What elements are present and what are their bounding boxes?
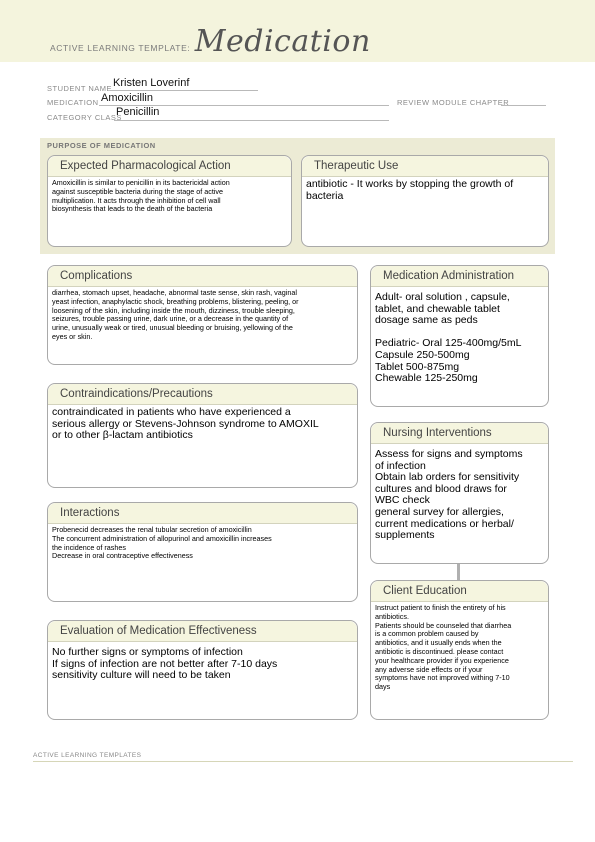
complications-box[interactable] — [47, 265, 358, 365]
footer-label: ACTIVE LEARNING TEMPLATES — [33, 752, 142, 759]
evaluation-text: No further signs or symptoms of infection If signs of infection are not better after 7-10 days sensitivity culture will need to be taken — [52, 646, 278, 682]
template-label: ACTIVE LEARNING TEMPLATE: — [50, 43, 191, 53]
nursing-text: Assess for signs and symptoms of infection Obtain lab orders for sensitivity cultures and blood draws for WBC check general survey for allergies, current medications or herbal/ supplements — [375, 448, 523, 542]
evaluation-heading: Evaluation of Medication Effectiveness — [48, 621, 357, 642]
evaluation-box[interactable] — [47, 620, 358, 720]
expected-action-heading: Expected Pharmacological Action — [48, 156, 291, 177]
student-name-value[interactable]: Kristen Loverinf — [113, 77, 190, 89]
medication-label: MEDICATION — [47, 98, 99, 107]
review-module-line — [501, 105, 546, 106]
client-education-text: Instruct patient to finish the entirety of his antibiotics. Patients should be counseled that diarrhea is a common problem caused by antibiotics, and it usually ends when the antibiotic is discontinued. please contact your healthcare provider if you experience any adverse side effects or if your symptoms have not improved withing 7-10 days — [375, 603, 512, 692]
footer-line — [33, 761, 573, 762]
category-class-line — [114, 120, 389, 121]
complications-heading: Complications — [48, 266, 357, 287]
interactions-box[interactable] — [47, 502, 358, 602]
category-class-label: CATEGORY CLASS — [47, 113, 122, 122]
contraindications-box[interactable] — [47, 383, 358, 488]
category-class-value[interactable]: Penicillin — [116, 106, 160, 118]
therapeutic-use-heading: Therapeutic Use — [302, 156, 548, 177]
administration-text: Adult- oral solution , capsule, tablet, and chewable tablet dosage same as peds Pediatric- Oral 125-400mg/5mL Capsule 250-500mg Tablet 500-875mg Chewable 125-250mg — [375, 291, 522, 385]
complications-text: diarrhea, stomach upset, headache, abnormal taste sense, skin rash, vaginal yeast infection, anaphylactic shock, breathing problems, blistering, peeling, or loosening of the skin, including inside the mouth, dizziness, trouble sleeping, seizures, trouble passing urine, dark urine, or a decrease in the quantity of urine, unusually weak or tired, unusual bleeding or bruising, yellowing of the eyes or skin. — [52, 288, 299, 341]
therapeutic-use-text: antibiotic - It works by stopping the growth of bacteria — [306, 178, 514, 202]
student-name-line — [110, 90, 258, 91]
template-name: Medication — [194, 24, 371, 59]
therapeutic-use-box[interactable] — [301, 155, 549, 247]
client-education-box[interactable] — [370, 580, 549, 720]
interactions-heading: Interactions — [48, 503, 357, 524]
template-title — [50, 24, 371, 59]
client-education-heading: Client Education — [371, 581, 548, 602]
interactions-text: Probenecid decreases the renal tubular secretion of amoxicillin The concurrent administration of allopurinol and amoxicillin increases the incidence of rashes Decrease in oral contraceptive effectiveness — [52, 525, 272, 561]
expected-action-box[interactable] — [47, 155, 292, 247]
expected-action-text: Amoxicillin is similar to penicillin in its bactericidal action against susceptible bacteria during the stage of active multiplication. It acts through the inhibition of cell wall biosynthesis that leads to the death of the bacteria — [52, 178, 230, 214]
administration-heading: Medication Administration — [371, 266, 548, 287]
purpose-title: PURPOSE OF MEDICATION — [47, 141, 156, 150]
student-name-label: STUDENT NAME — [47, 84, 113, 93]
contraindications-text: contraindicated in patients who have experienced a serious allergy or Stevens-Johnson syndrome to AMOXIL or to other β-lactam antibiotics — [52, 406, 319, 442]
nursing-education-connector — [457, 564, 460, 580]
review-module-label: REVIEW MODULE CHAPTER — [397, 98, 510, 107]
nursing-box[interactable] — [370, 422, 549, 564]
administration-box[interactable] — [370, 265, 549, 407]
nursing-heading: Nursing Interventions — [371, 423, 548, 444]
contraindications-heading: Contraindications/Precautions — [48, 384, 357, 405]
medication-value[interactable]: Amoxicillin — [101, 92, 153, 104]
